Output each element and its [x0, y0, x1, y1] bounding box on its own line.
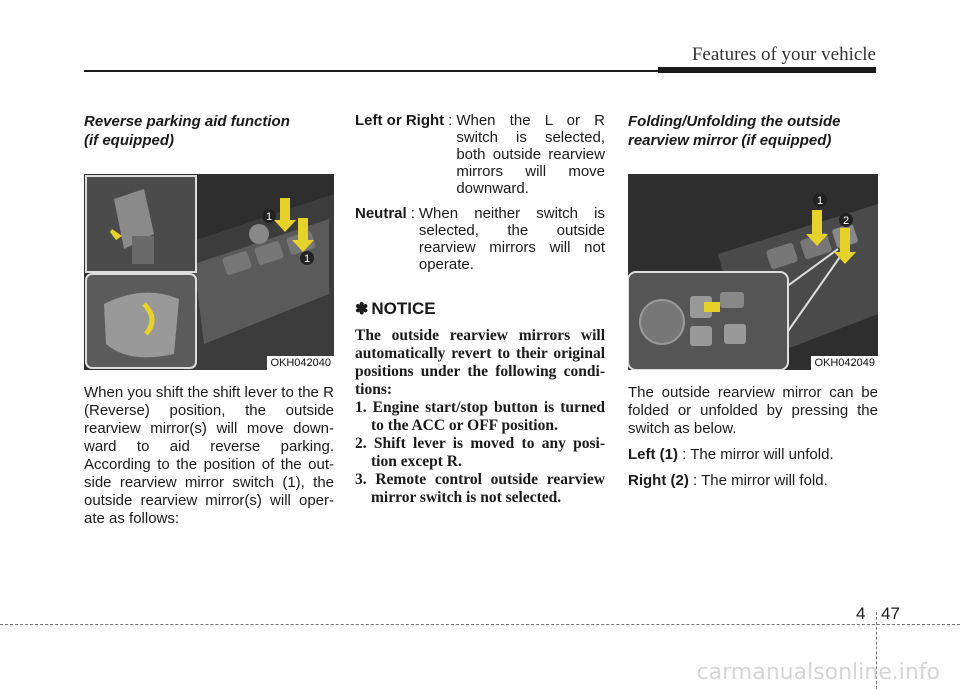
page-number: 47: [881, 604, 900, 623]
figure-code: OKH042049: [811, 356, 878, 370]
heading-line: Folding/Unfolding the outside: [628, 113, 841, 130]
figure-reverse-parking-aid: [84, 174, 334, 370]
page-header-title: Features of your vehicle: [691, 44, 876, 65]
left-term: Left (1): [628, 446, 678, 463]
figure-code: OKH042040: [267, 356, 334, 370]
definition-neutral: [355, 205, 605, 273]
callout-1a: 1: [265, 211, 273, 223]
notice-intro: The outside rearview mirrors will automatically revert to their original positions under the following condi-tions:: [355, 327, 605, 398]
heading-line: Reverse parking aid function: [84, 113, 290, 130]
definition-colon: :: [410, 205, 415, 222]
footer-rule: [0, 624, 960, 625]
definition-term: Neutral: [355, 205, 407, 222]
definition-left-or-right: [355, 112, 605, 197]
notice-list-item: 2. Shift lever is moved to any posi-tion except R.: [355, 435, 605, 470]
left-text: : The mirror will unfold.: [682, 446, 834, 463]
left-column: [84, 112, 334, 528]
watermark: carmanualsonline.info: [696, 660, 940, 685]
heading-line: rearview mirror (if equipped): [628, 132, 832, 149]
notice-list-item: 3. Remote control outside rearview mirror switch is not selected.: [355, 471, 605, 506]
notice-list: [355, 399, 605, 507]
middle-column: [355, 112, 605, 507]
notice-heading: [355, 299, 605, 319]
right-button-description: [628, 472, 878, 490]
chapter-number: 4: [856, 604, 866, 623]
left-button-description: [628, 446, 878, 464]
heading-line: (if equipped): [84, 132, 174, 149]
right-text: : The mirror will fold.: [693, 472, 828, 489]
notice-asterisk-icon: ✽: [355, 301, 369, 318]
definition-colon: :: [448, 112, 453, 129]
mirror-switch-illustration: [628, 174, 878, 370]
callout-2: 2: [842, 215, 850, 227]
definition-text: When the L or R switch is selected, both outside rearview mirrors will move downward.: [456, 112, 605, 197]
definition-text: When neither switch is selected, the outside rearview mirrors will not operate.: [418, 205, 605, 273]
section-heading-reverse-parking-aid: [84, 112, 334, 150]
folding-mirror-paragraph: The outside rearview mirror can be folded or unfolded by pressing the switch as below.: [628, 384, 878, 437]
header-rule-accent: [658, 67, 876, 73]
callout-1b: 1: [303, 253, 311, 265]
right-term: Right (2): [628, 472, 689, 489]
door-switch-illustration: [84, 174, 334, 370]
notice-list-item: 1. Engine start/stop button is turned to the ACC or OFF position.: [355, 399, 605, 434]
right-column: [628, 112, 878, 490]
definition-term: Left or Right: [355, 112, 445, 129]
notice-title: NOTICE: [371, 299, 436, 318]
section-heading-folding-mirror: [628, 112, 878, 150]
reverse-parking-paragraph: When you shift the shift lever to the R (Reverse) position, the outside rearview mirror(s) will move down-ward to aid reverse parking. According to the position of the out-side rearview mirror switch (1), the outside rearview mirror(s) will oper-ate as follows:: [84, 384, 334, 527]
figure-folding-mirror: [628, 174, 878, 370]
callout-1: 1: [816, 195, 824, 207]
